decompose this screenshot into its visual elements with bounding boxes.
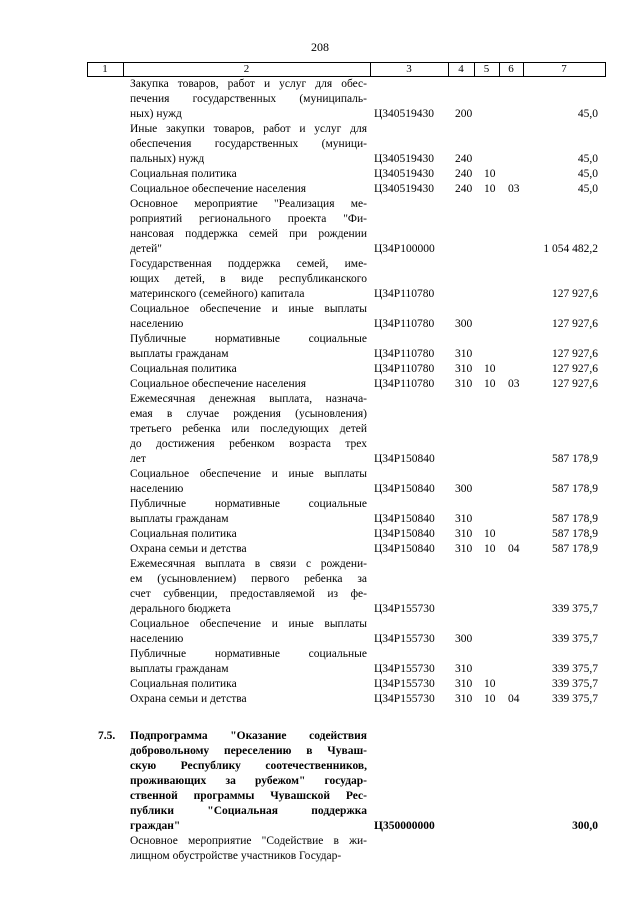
table-row xyxy=(0,557,640,617)
table-row xyxy=(0,302,640,332)
row-rz: 10 xyxy=(484,378,496,390)
table-body xyxy=(0,77,640,864)
row-sum: 339 375,7 xyxy=(552,678,598,690)
row-vr: 310 xyxy=(455,543,473,555)
row-name-line: граждан" xyxy=(130,820,181,832)
row-pr: 03 xyxy=(508,183,520,195)
row-name xyxy=(130,834,367,864)
row-name-line: Основное мероприятие "Реализация ме- xyxy=(130,198,367,210)
table-row xyxy=(0,729,640,834)
row-code: Ц34Р150840 xyxy=(374,483,435,495)
row-name-line: Закупка товаров, работ и услуг для обес- xyxy=(130,78,367,90)
row-name-line: обеспечения государственных (муници- xyxy=(130,138,367,150)
row-name-line: Подпрограмма "Оказание содействия xyxy=(130,730,367,742)
table-row xyxy=(0,122,640,167)
row-vr: 310 xyxy=(455,528,473,540)
row-name xyxy=(130,197,367,257)
row-vr: 310 xyxy=(455,348,473,360)
row-sum: 45,0 xyxy=(577,168,598,180)
row-sum: 127 927,6 xyxy=(552,378,598,390)
table-row xyxy=(0,834,640,864)
header-col-5: 5 xyxy=(483,63,490,75)
row-name-line: нансовая поддержка семей при рождении xyxy=(130,228,367,240)
header-divider xyxy=(605,62,606,76)
header-col-3: 3 xyxy=(406,63,412,75)
row-sum: 339 375,7 xyxy=(552,663,598,675)
row-sum: 587 178,9 xyxy=(552,528,598,540)
row-name-line: пальных) нужд xyxy=(130,153,205,165)
row-code: Ц34Р155730 xyxy=(374,693,435,705)
row-sum: 339 375,7 xyxy=(552,693,598,705)
row-code: Ц340519430 xyxy=(374,183,435,195)
table-row xyxy=(0,197,640,257)
row-name-line: детей" xyxy=(130,243,162,255)
row-name xyxy=(130,557,367,617)
row-name-line: Социальная политика xyxy=(130,678,237,690)
row-name-line: Иные закупки товаров, работ и услуг для xyxy=(130,123,367,135)
row-name-line: выплаты гражданам xyxy=(130,513,229,525)
row-name xyxy=(130,527,367,542)
page-number: 208 xyxy=(311,40,329,54)
row-name-line: Социальное обеспечение и иные выплаты xyxy=(130,618,367,630)
row-code: Ц34Р150840 xyxy=(374,543,435,555)
row-code: Ц34Р155730 xyxy=(374,633,435,645)
row-code: Ц34Р155730 xyxy=(374,663,435,675)
row-code: Ц34Р110780 xyxy=(374,318,435,330)
row-vr: 240 xyxy=(455,183,473,195)
row-name-line: счет субвенции, предоставляемой из фе- xyxy=(130,588,367,600)
row-name-line: дерального бюджета xyxy=(130,603,231,615)
row-code: Ц340519430 xyxy=(374,168,435,180)
row-name-line: Государственная поддержка семей, име- xyxy=(130,258,367,270)
row-name-line: ственной программы Чувашской Рес- xyxy=(130,790,367,802)
row-rz: 10 xyxy=(484,528,496,540)
row-code: Ц340519430 xyxy=(374,108,435,120)
row-code: Ц34Р155730 xyxy=(374,603,435,615)
row-vr: 300 xyxy=(455,318,473,330)
row-sum: 339 375,7 xyxy=(552,633,598,645)
row-code: Ц34Р150840 xyxy=(374,513,435,525)
row-code: Ц34Р100000 xyxy=(374,243,435,255)
row-name xyxy=(130,467,367,497)
row-name-line: Публичные нормативные социальные xyxy=(130,333,367,345)
row-sum: 587 178,9 xyxy=(552,483,598,495)
row-vr: 310 xyxy=(455,363,473,375)
row-sum: 339 375,7 xyxy=(552,603,598,615)
row-name xyxy=(130,692,367,707)
table-row xyxy=(0,182,640,197)
table-row xyxy=(0,647,640,677)
row-name-line: Публичные нормативные социальные xyxy=(130,648,367,660)
row-sum: 587 178,9 xyxy=(552,543,598,555)
row-name-line: публики "Социальная поддержка xyxy=(130,805,367,817)
row-name-line: Охрана семьи и детства xyxy=(130,543,247,555)
row-code: Ц34Р110780 xyxy=(374,288,435,300)
row-sum: 45,0 xyxy=(577,183,598,195)
row-name-line: Ежемесячная денежная выплата, назнача- xyxy=(130,393,367,405)
row-vr: 310 xyxy=(455,378,473,390)
row-name-line: Основное мероприятие "Содействие в жи- xyxy=(130,835,367,847)
row-name-line: Социальная политика xyxy=(130,528,237,540)
row-vr: 310 xyxy=(455,513,473,525)
row-code: Ц34Р110780 xyxy=(374,363,435,375)
header-col-2: 2 xyxy=(243,63,250,75)
row-name-line: Социальное обеспечение и иные выплаты xyxy=(130,468,367,480)
table-row xyxy=(0,617,640,647)
row-sum: 45,0 xyxy=(577,108,598,120)
table-row xyxy=(0,257,640,302)
row-code: Ц350000000 xyxy=(374,820,435,832)
row-sum: 1 054 482,2 xyxy=(543,243,598,255)
row-sum: 127 927,6 xyxy=(552,288,598,300)
row-vr: 300 xyxy=(455,483,473,495)
row-name-line: Публичные нормативные социальные xyxy=(130,498,367,510)
row-code: Ц34Р110780 xyxy=(374,348,435,360)
row-name xyxy=(130,377,367,392)
row-name-line: третьего ребенка или последующих детей xyxy=(130,423,367,435)
table-row xyxy=(0,527,640,542)
row-code: Ц340519430 xyxy=(374,153,435,165)
row-code: Ц34Р150840 xyxy=(374,453,435,465)
table-row xyxy=(0,497,640,527)
row-name-line: Социальная политика xyxy=(130,363,237,375)
row-name xyxy=(130,122,367,167)
row-name xyxy=(130,77,367,122)
row-name-line: ем (усыновлением) первого ребенка за xyxy=(130,573,367,585)
row-name-line: Социальное обеспечение населения xyxy=(130,183,307,195)
table-row xyxy=(0,392,640,467)
row-name xyxy=(130,542,367,557)
table-row xyxy=(0,77,640,122)
header-col-6: 6 xyxy=(508,63,514,75)
table-row xyxy=(0,362,640,377)
row-name-line: населению xyxy=(130,483,184,495)
row-pr: 03 xyxy=(508,378,520,390)
row-sum: 45,0 xyxy=(577,153,598,165)
row-name-line: добровольному переселению в Чуваш- xyxy=(130,745,367,757)
row-name-line: выплаты гражданам xyxy=(130,663,229,675)
table-row xyxy=(0,692,640,707)
header-col-1: 1 xyxy=(102,63,108,75)
row-vr: 310 xyxy=(455,663,473,675)
table-row xyxy=(0,377,640,392)
row-name-line: емая в случае рождения (усыновления) xyxy=(130,408,367,420)
table-row xyxy=(0,542,640,557)
row-name-line: населению xyxy=(130,318,184,330)
row-vr: 200 xyxy=(455,108,473,120)
row-name-line: до достижения ребенком возраста трех xyxy=(130,438,367,450)
row-rz: 10 xyxy=(484,168,496,180)
row-name-line: выплаты гражданам xyxy=(130,348,229,360)
row-vr: 310 xyxy=(455,678,473,690)
table-header xyxy=(87,62,606,76)
row-name-line: проживающих за рубежом" государ- xyxy=(130,775,367,787)
header-col-7: 7 xyxy=(561,63,567,75)
row-number: 7.5. xyxy=(98,730,116,742)
row-name-line: ных) нужд xyxy=(130,108,182,120)
row-sum: 127 927,6 xyxy=(552,363,598,375)
row-vr: 300 xyxy=(455,633,473,645)
row-pr: 04 xyxy=(508,543,520,555)
row-name-line: Социальная политика xyxy=(130,168,237,180)
row-vr: 310 xyxy=(455,693,473,705)
row-name xyxy=(130,257,367,302)
row-vr: 240 xyxy=(455,153,473,165)
table-row xyxy=(0,467,640,497)
row-name xyxy=(130,167,367,182)
row-name xyxy=(130,677,367,692)
table-row xyxy=(0,167,640,182)
row-rz: 10 xyxy=(484,543,496,555)
row-name-line: ющих детей, в виде республиканского xyxy=(130,273,367,285)
row-name xyxy=(130,392,367,467)
row-name-line: Охрана семьи и детства xyxy=(130,693,247,705)
row-name-line: лищном обустройстве участников Государ- xyxy=(130,850,342,862)
row-name-line: роприятий регионального проекта "Фи- xyxy=(130,213,367,225)
row-name-line: скую Республику соотечественников, xyxy=(130,760,367,772)
row-sum: 587 178,9 xyxy=(552,453,598,465)
row-name-line: Социальное обеспечение и иные выплаты xyxy=(130,303,367,315)
row-rz: 10 xyxy=(484,363,496,375)
row-sum: 127 927,6 xyxy=(552,348,598,360)
row-code: Ц34Р110780 xyxy=(374,378,435,390)
row-sum: 587 178,9 xyxy=(552,513,598,525)
row-name xyxy=(130,729,367,834)
row-name xyxy=(130,182,367,197)
row-name xyxy=(130,647,367,677)
row-name xyxy=(130,332,367,362)
row-name xyxy=(130,362,367,377)
row-name xyxy=(130,617,367,647)
row-name-line: Ежемесячная выплата в связи с рождени- xyxy=(130,558,367,570)
row-rz: 10 xyxy=(484,678,496,690)
row-name xyxy=(130,302,367,332)
row-name-line: печения государственных (муниципаль- xyxy=(130,93,367,105)
row-code: Ц34Р150840 xyxy=(374,528,435,540)
row-name-line: Социальное обеспечение населения xyxy=(130,378,307,390)
row-name-line: материнского (семейного) капитала xyxy=(130,288,305,300)
row-rz: 10 xyxy=(484,183,496,195)
row-name-line: лет xyxy=(130,453,146,465)
row-pr: 04 xyxy=(508,693,520,705)
header-col-4: 4 xyxy=(458,63,464,75)
row-vr: 240 xyxy=(455,168,473,180)
row-sum: 127 927,6 xyxy=(552,318,598,330)
row-rz: 10 xyxy=(484,693,496,705)
row-name-line: населению xyxy=(130,633,184,645)
table-row xyxy=(0,677,640,692)
row-code: Ц34Р155730 xyxy=(374,678,435,690)
row-name xyxy=(130,497,367,527)
table-row xyxy=(0,332,640,362)
row-sum: 300,0 xyxy=(572,820,598,832)
